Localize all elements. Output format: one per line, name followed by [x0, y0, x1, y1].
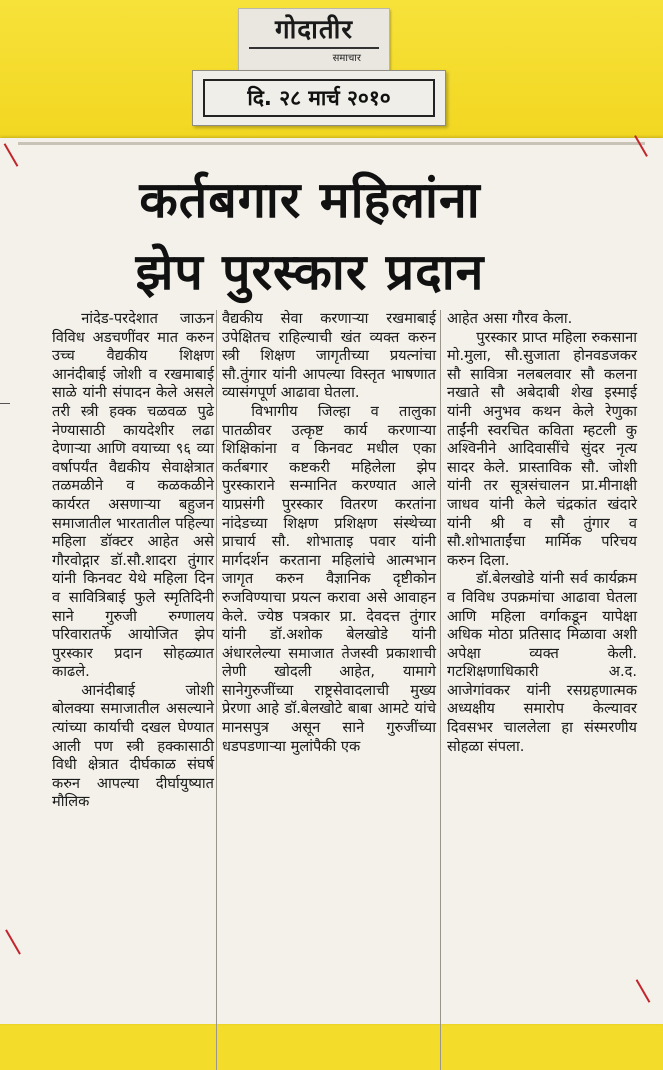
article-paragraph: वैद्यकीय सेवा करणाऱ्या रखमाबाई उपेक्षितच राहिल्याची खंत व्यक्त करुन स्त्री शिक्षण जागृतीच्या प्रयत्नांचा सौ.तुंगार यांनी आपल्या विस्तृत भाषणात व्यासंगपूर्ण आढावा घेतला. — [222, 310, 436, 402]
article-paragraph: आनंदीबाई जोशी बोलक्या समाजातील असल्याने त्यांच्या कार्याची दखल घेण्यात आली पण स्त्री हक्कासाठी विधी क्षेत्रात दीर्घकाळ संघर्ष करुन आपल्या दीर्घायुष्यात मौलिक — [52, 681, 214, 811]
column-divider — [440, 310, 441, 1070]
pen-mark-top-left — [4, 143, 19, 167]
clip-edge-line — [18, 142, 645, 145]
pen-mark-bottom-left — [5, 929, 21, 954]
date-slip — [192, 70, 446, 126]
date-label: दि. २८ मार्च २०१० — [203, 79, 435, 117]
article-paragraph: नांदेड-परदेशात जाऊन विविध अडचणींवर मात करुन उच्च वैद्यकीय शिक्षण आनंदीबाई जोशी व रखमाबाई साळे यांनी संपादन केले असले तरी स्त्री हक्क चळवळ पुढे नेण्यासाठी कायदेशीर लढा देणाऱ्या आणि वयाच्या ९६ व्या वर्षापर्यंत वैद्यकीय सेवाक्षेत्रात तळमळीने व कळकळीने कार्यरत असणाऱ्या बहुजन समाजातील भारतातील पहिल्या महिला डॉक्टर आहेत असे गौरवोद्गार डॉ.सौ.शादरा तुंगार यांनी किनवट येथे महिला दिन व सावित्रिबाई फुले स्मृतिदिनी साने गुरुजी रुग्णालय परिवारातर्फे आयोजित झेप पुरस्कार प्रदान सोहळ्यात काढले. — [52, 310, 214, 681]
headline-line-1: कर्तबगार महिलांना — [139, 171, 481, 229]
masthead-subtitle: समाचार — [332, 53, 361, 64]
article-column-3 — [447, 310, 637, 756]
article-paragraph: डॉ.बेलखोडे यांनी सर्व कार्यक्रम व विविध उपक्रमांचा आढावा घेतला आणि महिला वर्गाकडून यापेक्षा अधिक मोठा प्रतिसाद मिळावा अशी अपेक्षा व्यक्त केली. गटशिक्षणाधिकारी अ.द. आजेगांवकर यांनी रसग्रहणात्मक अध्यक्षीय समारोप केल्यावर दिवसभर चाललेला हा संस्मरणीय सोहळा संपला. — [447, 570, 637, 755]
article-paragraph: विभागीय जिल्हा व तालुका पातळीवर उत्कृष्ट कार्य करणाऱ्या शिक्षिकांना व किनवट मधील एका कर्तबगार कष्टकरी महिलेला झेप पुरस्काराने सन्मानित करण्यात आले याप्रसंगी पुरस्कार वितरण करतांना नांदेडच्या शिक्षण प्रशिक्षण संस्थेच्या प्राचार्य सौ. शोभाताइ पवार यांनी मार्गदर्शन करताना महिलांचे आत्मभान जागृत करुन वैज्ञानिक दृष्टीकोन रुजविण्याचा प्रयत्न करावा असे आवाहन केले. ज्येष्ठ पत्रकार प्रा. देवदत्त तुंगार यांनी डॉ.अशोक बेलखोडे यांनी अंधारलेल्या समाजात तेजस्वी प्रकाशाची लेणी खोदली आहेत, यामागे सानेगुरुजींच्या राष्ट्रसेवादलाची मुख्य प्रेरणा आहे डॉ.बेलखोटे बाबा आमटे यांचे मानसपुत्र असून साने गुरुजींच्या धडपडणाऱ्या मुलांपैकी एक — [222, 402, 436, 755]
masthead-logo — [238, 8, 390, 74]
article-paragraph: पुरस्कार प्राप्त महिला रुकसाना मो.मुला, सौ.सुजाता होनवडजकर सौ सावित्रा नलबलवार सौ कलना नखाते सौ अबेदाबी शेख इस्माई यांनी अनुभव कथन केले रेणुका ताईंनी स्वरचित कविता म्हटली कु अश्विनीने आदिवासींचे सुंदर नृत्य सादर केले. प्रास्ताविक सौ. जोशी यांनी तर सूत्रसंचालन प्रा.मीनाक्षी जाधव यांनी केले चंद्रकांत खंदारे यांनी श्री व सौ तुंगार व सौ.शोभाताईंचा मार्मिक परिचय करुन दिला. — [447, 328, 637, 569]
article-column-2 — [222, 310, 436, 756]
margin-tick — [0, 403, 10, 404]
article-paragraph: आहेत असा गौरव केला. — [447, 310, 573, 327]
article-column-1 — [52, 310, 214, 812]
newspaper-clipping — [0, 138, 663, 1024]
pen-mark-top-right — [634, 135, 648, 157]
masthead-title: गोदातीर — [249, 13, 379, 49]
headline-line-2: झेप पुरस्कार प्रदान — [135, 243, 485, 301]
column-divider — [216, 310, 217, 1070]
pen-mark-bottom-right — [636, 979, 651, 1003]
